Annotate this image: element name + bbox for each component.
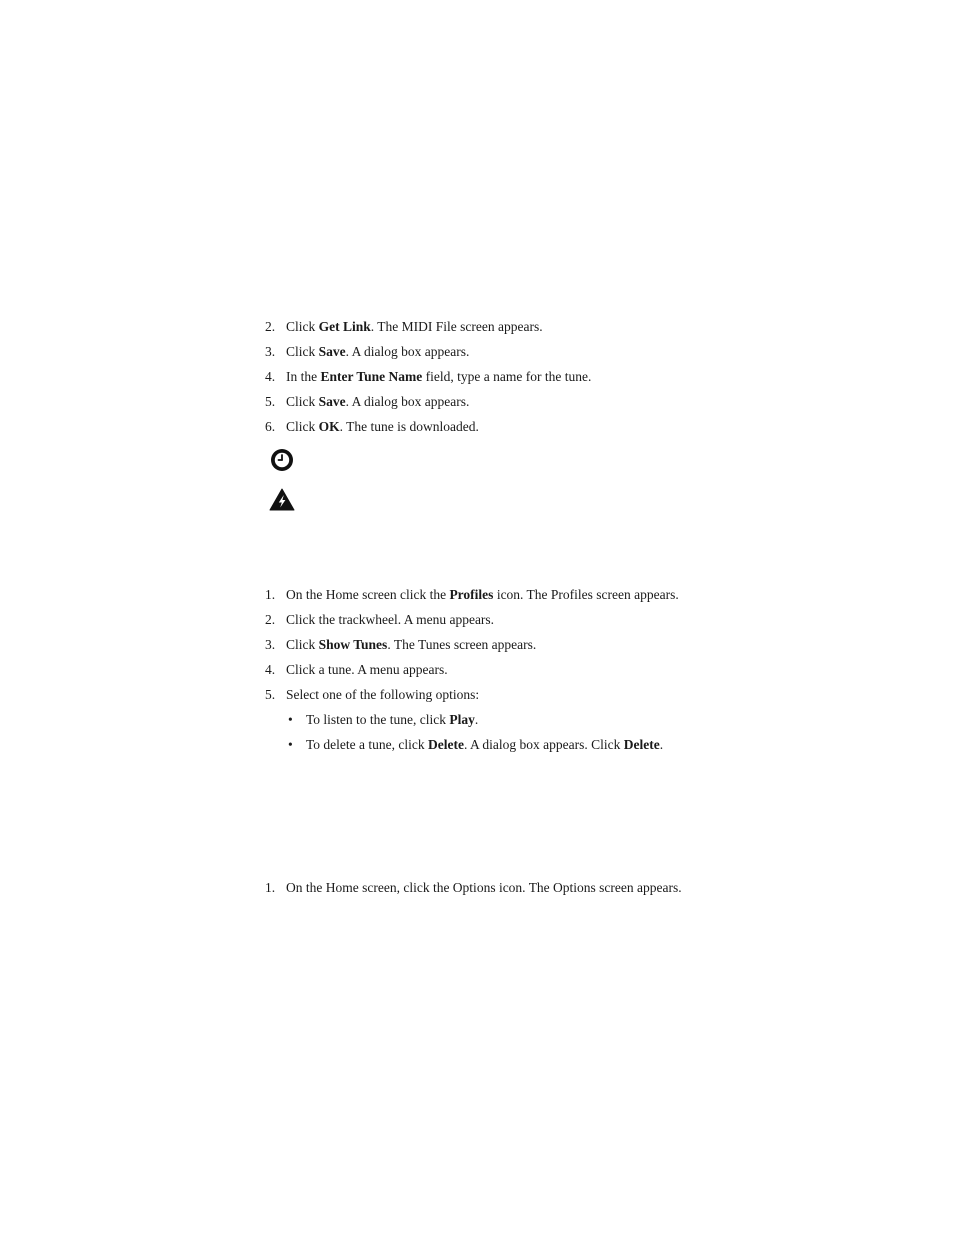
option-bold: Delete — [623, 737, 660, 752]
list-item — [265, 661, 695, 678]
step-text: On the Home screen, click the Options icon. The Options screen appears. — [286, 880, 682, 895]
option-text: To delete a tune, click — [306, 737, 429, 752]
list-item — [265, 611, 695, 628]
list-item — [265, 418, 695, 435]
step-number: 1. — [265, 587, 276, 602]
list-item — [286, 736, 695, 753]
list-item — [265, 636, 695, 653]
step-text: icon. The Profiles screen appears. — [493, 587, 679, 602]
step-number: 5. — [265, 687, 276, 702]
step-text: Click a tune. A menu appears. — [286, 662, 448, 677]
list-item — [265, 318, 695, 335]
list-item — [265, 343, 695, 360]
step-text: On the Home screen click the — [286, 587, 450, 602]
download-tune-steps — [265, 318, 695, 443]
step-text: . The Tunes screen appears. — [387, 637, 537, 652]
step-number: 4. — [265, 369, 276, 384]
warning-lightning-icon — [269, 487, 295, 513]
list-item — [265, 586, 695, 603]
step-text: Select one of the following options: — [286, 687, 480, 702]
options-steps — [265, 879, 695, 904]
list-item — [265, 393, 695, 410]
list-item — [265, 368, 695, 385]
step-bold: Save — [318, 394, 346, 409]
step-bold: Enter Tune Name — [320, 369, 423, 384]
step-text: In the — [286, 369, 321, 384]
step-text: Click — [286, 344, 319, 359]
option-text: To listen to the tune, click — [306, 712, 450, 727]
step-number: 1. — [265, 880, 276, 895]
step-bold: Show Tunes — [318, 637, 388, 652]
option-text: . — [659, 737, 664, 752]
list-item — [265, 686, 695, 753]
step-text: field, type a name for the tune. — [422, 369, 592, 384]
option-text: . — [474, 712, 479, 727]
step-text: . The MIDI File screen appears. — [370, 319, 543, 334]
step-bold: Profiles — [449, 587, 494, 602]
list-item — [265, 879, 695, 896]
step-number: 5. — [265, 394, 276, 409]
step-text: . A dialog box appears. — [345, 394, 470, 409]
options-list — [286, 711, 695, 753]
step-number: 2. — [265, 612, 276, 627]
step-number: 6. — [265, 419, 276, 434]
step-text: . A dialog box appears. — [345, 344, 470, 359]
step-bold: Get Link — [318, 319, 371, 334]
bullet: • — [288, 712, 293, 727]
step-number: 3. — [265, 637, 276, 652]
step-text: Click the trackwheel. A menu appears. — [286, 612, 495, 627]
option-text: . A dialog box appears. Click — [464, 737, 624, 752]
step-text: Click — [286, 319, 319, 334]
step-bold: OK — [318, 419, 340, 434]
step-number: 4. — [265, 662, 276, 677]
option-bold: Delete — [428, 737, 464, 752]
list-item — [286, 711, 695, 728]
clock-icon — [269, 447, 295, 473]
step-text: Click — [286, 637, 319, 652]
bullet: • — [288, 737, 293, 752]
delete-tune-steps — [265, 586, 695, 761]
step-text: Click — [286, 394, 319, 409]
option-bold: Play — [449, 712, 475, 727]
step-bold: Save — [318, 344, 346, 359]
step-text: Click — [286, 419, 319, 434]
step-number: 3. — [265, 344, 276, 359]
step-text: . The tune is downloaded. — [339, 419, 479, 434]
step-number: 2. — [265, 319, 276, 334]
